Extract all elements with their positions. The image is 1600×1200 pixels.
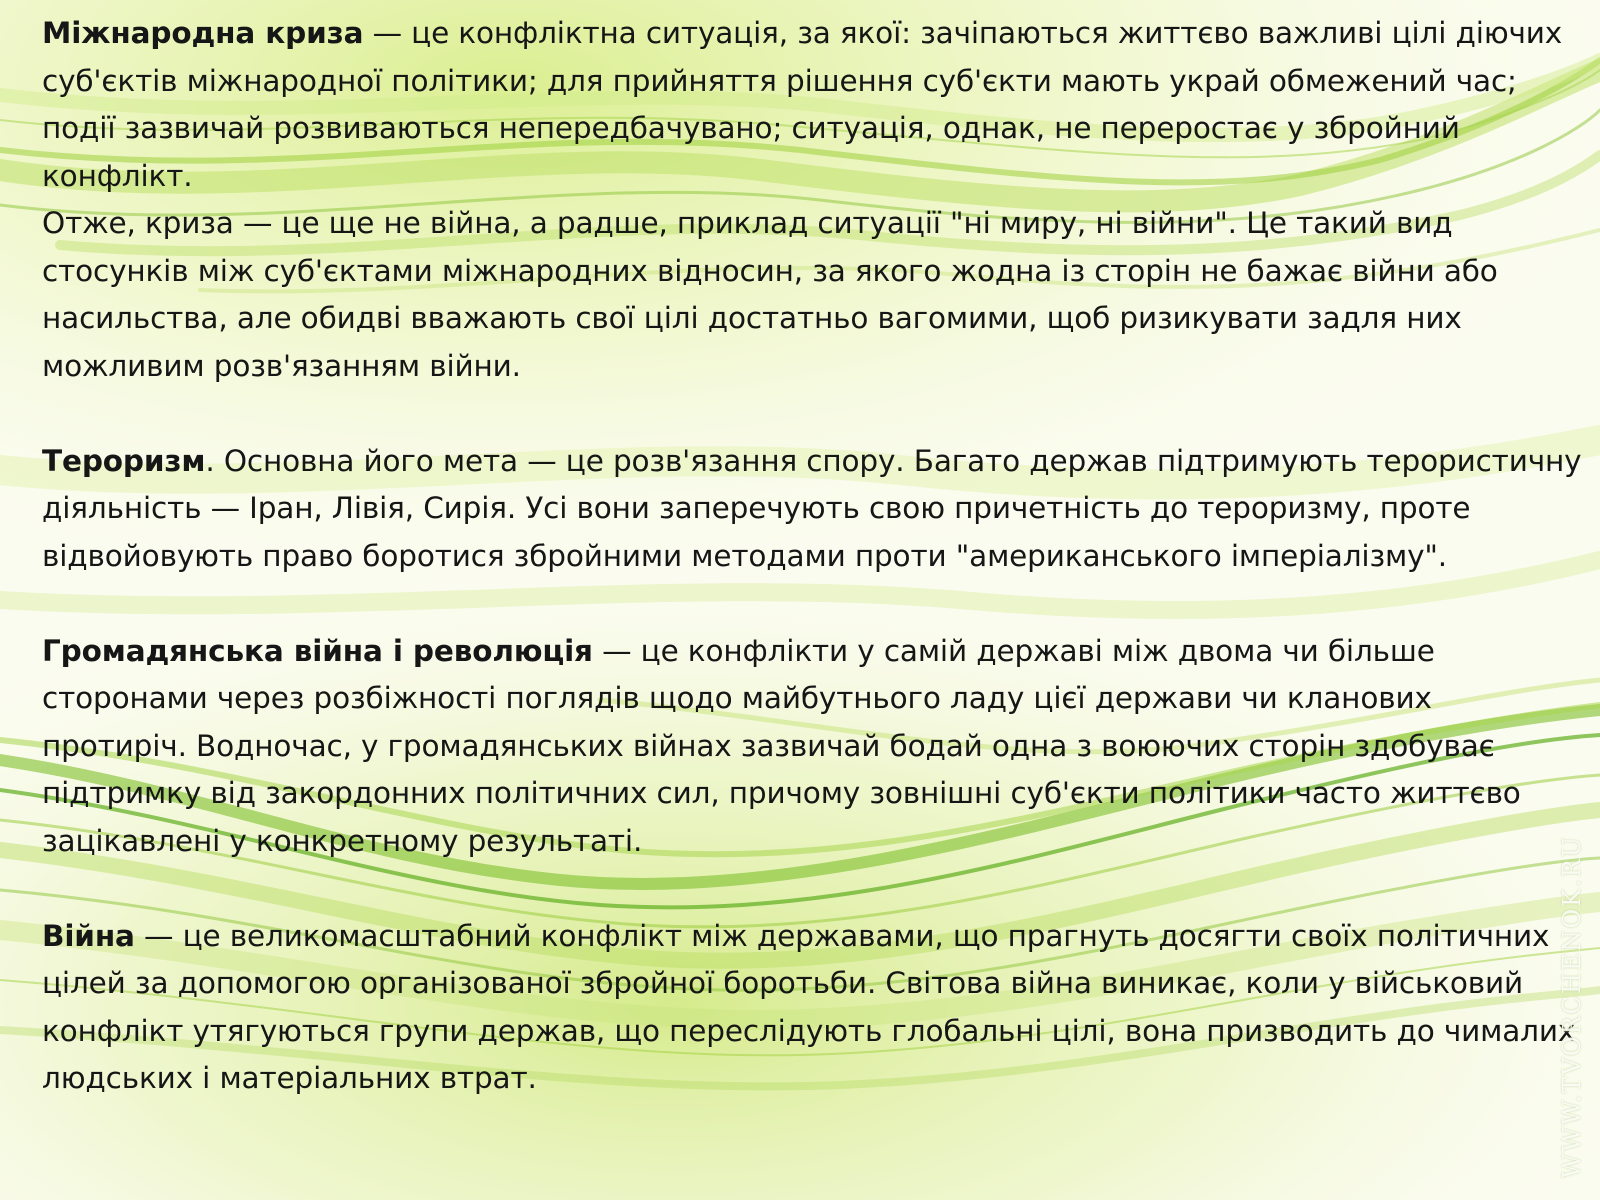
definition-civil-war: — це конфлікти у самій державі між двома чи більше сторонами через розбіжності поглядів щодо майбутнього ладу цієї держави чи кланових протиріч. Водночас, у громадянських війнах зазвичай бодай одна з воюючих сторін здобуває підтримку від закордонних політичних сил, причому зовнішні суб'єкти політики часто життєво зацікавлені у конкретному результаті.	[42, 633, 1521, 858]
paragraph-civil-war	[42, 628, 1582, 866]
paragraph-spacer	[42, 390, 1582, 438]
slide-text	[42, 10, 1582, 1103]
paragraph-spacer	[42, 580, 1582, 628]
definition-terrorism: . Основна його мета — це розв'язання спору. Багато держав підтримують терористичну діяльність — Іран, Лівія, Сирія. Усі вони заперечують свою причетність до тероризму, проте відвойовують право боротися збройними методами проти "американського імперіалізму".	[42, 443, 1582, 573]
paragraph-international-crisis	[42, 10, 1582, 390]
definition-war: — це великомасштабний конфлікт між державами, що прагнуть досягти своїх політичних цілей за допомогою організованої збройної боротьби. Світова війна виникає, коли у військовий конфлікт утягуються групи держав, що переслідують глобальні цілі, вона призводить до чималих людських і матеріальних втрат.	[42, 918, 1576, 1095]
paragraph-spacer	[42, 865, 1582, 913]
paragraph-war	[42, 913, 1582, 1103]
term-terrorism: Тероризм	[42, 443, 206, 478]
paragraph-terrorism	[42, 438, 1582, 581]
site-watermark: WWW.TVORCHENOK.RU	[1558, 835, 1586, 1179]
term-war: Війна	[42, 918, 135, 953]
definition-international-crisis: — це конфліктна ситуація, за якої: зачіпаються життєво важливі цілі діючих суб'єктів міжнародної політики; для прийняття рішення суб'єкти мають украй обмежений час; події зазвичай розвиваються непередбачувано; ситуація, однак, не переростає у збройний конфлікт. Отже, криза — це ще не війна, а радше, приклад ситуації "ні миру, ні війни". Це такий вид стосунків між суб'єктами міжнародних відносин, за якого жодна із сторін не бажає війни або насильства, але обидві вважають свої цілі достатньо вагомими, щоб ризикувати задля них можливим розв'язанням війни.	[42, 16, 1563, 383]
term-civil-war: Громадянська війна і революція	[42, 633, 593, 668]
term-international-crisis: Міжнародна криза	[42, 16, 364, 50]
